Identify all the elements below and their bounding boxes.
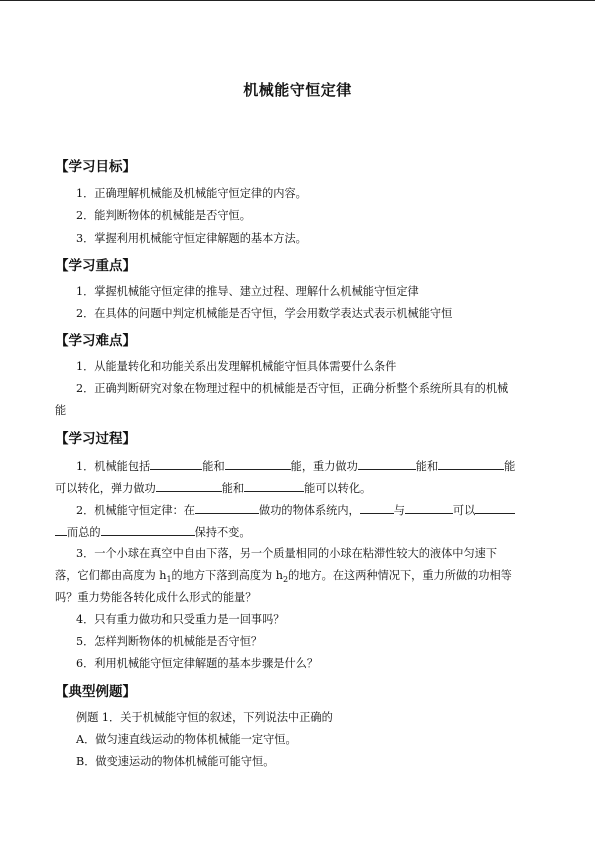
example-1-option-b: B．做变速运动的物体机械能可能守恒。 [76, 755, 275, 768]
fill-blank[interactable] [225, 458, 291, 470]
page-title: 机械能守恒定律 [243, 81, 352, 99]
heading-process: 【学习过程】 [55, 431, 136, 447]
q2-line1: 2．机械能守恒定律：在 做功的物体系统内， 与 可以 [76, 502, 515, 519]
heading-examples: 【典型例题】 [55, 684, 136, 700]
difficulty-1: 1．从能量转化和功能关系出发理解机械能守恒具体需要什么条件 [76, 360, 397, 373]
fill-blank[interactable] [195, 502, 259, 514]
fill-blank[interactable] [244, 480, 304, 492]
fill-blank[interactable] [150, 458, 202, 470]
q3-line3: 吗？重力势能各转化成什么形式的能量？ [55, 591, 257, 604]
difficulty-2-line2: 能 [55, 404, 67, 417]
key-point-2: 2．在具体的问题中判定机械能是否守恒，学会用数学表达式表示机械能守恒 [76, 307, 453, 320]
heading-goals: 【学习目标】 [55, 159, 136, 175]
fill-blank[interactable] [55, 524, 67, 536]
top-rule [0, 0, 595, 1]
heading-difficulties: 【学习难点】 [55, 333, 136, 349]
q3-line1: 3．一个小球在真空中自由下落，另一个质量相同的小球在粘滞性较大的液体中匀速下 [76, 547, 498, 560]
example-1-option-a: A．做匀速直线运动的物体机械能一定守恒。 [76, 733, 297, 746]
fill-blank[interactable] [358, 458, 416, 470]
difficulty-2-line1: 2．正确判断研究对象在物理过程中的机械能是否守恒，正确分析整个系统所具有的机械 [76, 382, 509, 395]
heading-key-points: 【学习重点】 [55, 258, 136, 274]
fill-blank[interactable] [101, 524, 195, 536]
q4: 4．只有重力做功和只受重力是一回事吗？ [76, 613, 285, 626]
key-point-1: 1．掌握机械能守恒定律的推导、建立过程、理解什么机械能守恒定律 [76, 285, 419, 298]
fill-blank[interactable] [360, 502, 394, 514]
q5: 5．怎样判断物体的机械能是否守恒？ [76, 635, 263, 648]
q1-line2: 可以转化，弹力做功 能和 能可以转化。 [55, 482, 372, 495]
q1-line1: 1．机械能包括 能和 能，重力做功 能和 能 [76, 460, 516, 473]
fill-blank[interactable] [475, 502, 515, 514]
fill-blank[interactable] [405, 502, 453, 514]
q2-line2: 而总的 保持不变。 [55, 524, 251, 541]
goal-item-1: 1．正确理解机械能及机械能守恒定律的内容。 [76, 187, 307, 200]
example-1-question: 例题 1．关于机械能守恒的叙述，下列说法中正确的 [76, 711, 333, 724]
fill-blank[interactable] [438, 458, 504, 470]
goal-item-3: 3．掌握利用机械能守恒定律解题的基本方法。 [76, 232, 307, 245]
q6: 6．利用机械能守恒定律解题的基本步骤是什么？ [76, 657, 319, 670]
q3-line2: 落，它们都由高度为 $h_1$的地方下落到高度为 $h_2$的地方。在这两种情况下，重力所做的功相等 [55, 569, 512, 585]
fill-blank[interactable] [156, 480, 222, 492]
goal-item-2: 2．能判断物体的机械能是否守恒。 [76, 209, 251, 222]
